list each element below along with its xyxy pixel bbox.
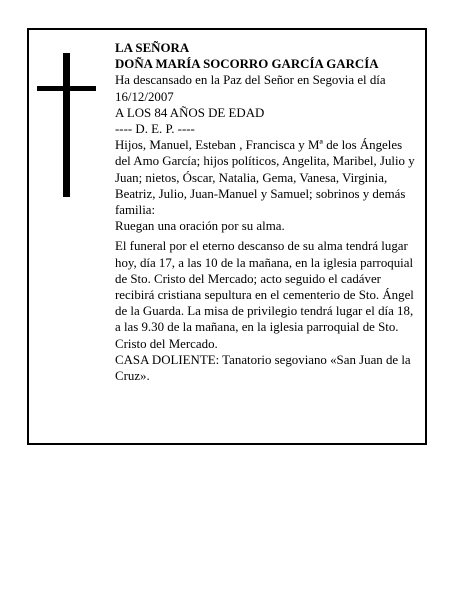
- mourning-house: CASA DOLIENTE: Tanatorio segoviano «San Juan de la Cruz».: [115, 352, 411, 384]
- cross-vertical-bar: [63, 53, 70, 197]
- honorific: LA SEÑORA: [115, 41, 190, 55]
- family-paragraph: Hijos, Manuel, Esteban , Francisca y Mª de los Ángeles del Amo García; hijos políticos, Angelita, Maribel, Julio y Juan; nietos, Óscar, Natalia, Gema, Vanesa, Virginia, Beatriz, Julio, Juan-Manuel y Samuel; sobrinos y demás familia:: [115, 138, 415, 218]
- funeral-paragraph: El funeral por el eterno descanso de su alma tendrá lugar hoy, día 17, a las 10 de la mañana, en la iglesia parroquial de Sto. Cristo del Mercado; acto seguido el cadáver recibirá cristiana sepultura en el cementerio de Sto. Ángel de la Guarda. La misa de privilegio tendrá lugar el día 18, a las 9.30 de la mañana, en la iglesia parroquial de Sto. Cristo del Mercado.: [115, 239, 414, 351]
- obituary-text: [115, 40, 421, 384]
- death-statement: Ha descansado en la Paz del Señor en Segovia el día 16/12/2007: [115, 73, 386, 104]
- cross-horizontal-bar: [37, 86, 96, 91]
- deceased-name: DOÑA MARÍA SOCORRO GARCÍA GARCÍA: [115, 57, 379, 72]
- age-line: A LOS 84 AÑOS DE EDAD: [115, 105, 265, 120]
- prayer-request: Ruegan una oración por su alma.: [115, 219, 285, 234]
- rip-line: ---- D. E. P. ----: [115, 122, 195, 137]
